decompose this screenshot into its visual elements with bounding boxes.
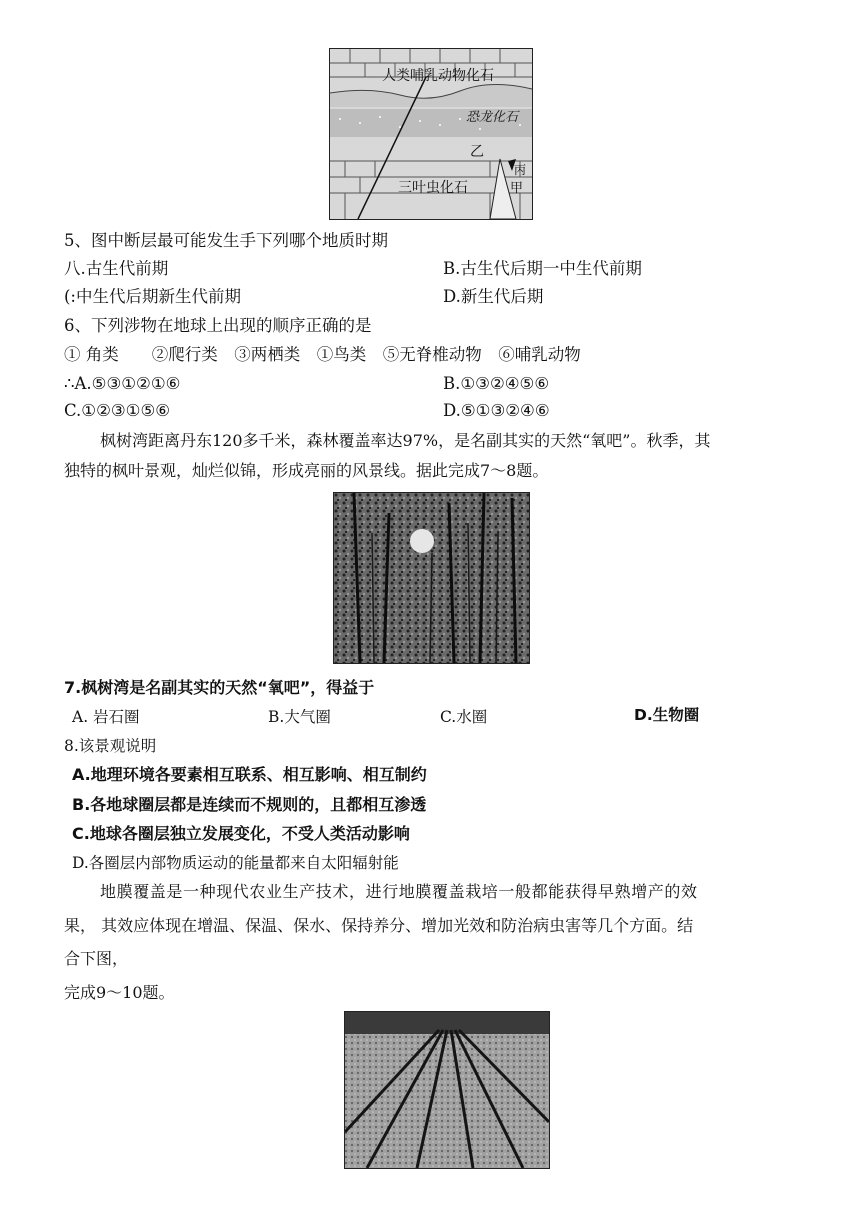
geology-section-figure (329, 48, 533, 220)
q8-option-c: C.地球各圈层独立发展变化，不受人类活动影响 (72, 824, 410, 843)
label-dinosaur-fossil: 恐龙化石 (466, 110, 519, 125)
forest-photo-drawing (334, 493, 529, 663)
q5-stem: 5、图中断层最可能发生手下列哪个地质时期 (64, 231, 388, 250)
label-yi: 乙 (470, 144, 484, 160)
q5-option-b: B.古生代后期一中生代前期 (443, 259, 642, 278)
q6-option-a: ∴A.⑤③①②①⑥ (64, 374, 181, 393)
label-jia: 甲 (510, 181, 524, 196)
q8-option-a: A.地理环境各要素相互联系、相互影响、相互制约 (72, 765, 427, 784)
plastic-mulch-photo (344, 1011, 550, 1169)
q7-option-c: C.水圈 (440, 708, 488, 726)
passage2-line2: 果， 其效应体现在增温、保温、保水、保持养分、增加光效和防治病虫害等几个方面。结 (64, 916, 694, 935)
label-mammal-fossil: 人类哺乳动物化石 (382, 68, 494, 84)
q6-option-b: B.①③②④⑤⑥ (443, 374, 550, 393)
passage2-line3: 合下图， (64, 949, 129, 968)
passage1-line1: 枫树湾距离丹东120多千米，森林覆盖率达97%，是名副其实的天然“氧吧”。秋季，其 (100, 431, 711, 450)
q6-option-d: D.⑤①③②④⑥ (443, 401, 550, 420)
passage1-line2: 独特的枫叶景观，灿烂似锦，形成亮丽的风景线。据此完成7～8题。 (64, 461, 549, 480)
label-bing: 丙 (514, 163, 527, 177)
q6-option-c: C.①②③①⑤⑥ (64, 401, 171, 420)
q6-items: ① 角类 ②爬行类 ③两栖类 ①鸟类 ⑤无脊椎动物 ⑥哺乳动物 (64, 345, 581, 364)
q6-stem: 6、下列涉物在地球上出现的顺序正确的是 (64, 316, 372, 335)
passage2-line4: 完成9～10题。 (64, 983, 175, 1002)
mulch-photo-drawing (345, 1012, 549, 1168)
q7-stem: 7.枫树湾是名副其实的天然“氧吧”，得益于 (64, 678, 375, 697)
q8-option-b: B.各地球圈层都是连续而不规则的，且都相互渗透 (72, 795, 427, 814)
q7-option-b: B.大气圈 (268, 708, 331, 726)
q8-stem: 8.该景观说明 (64, 737, 157, 755)
maple-forest-photo (333, 492, 530, 664)
q5-option-a: 八.古生代前期 (64, 259, 169, 278)
q7-option-a: A. 岩石圈 (72, 708, 140, 726)
q5-option-d: D.新生代后期 (443, 287, 544, 306)
q7-option-d: D.生物圈 (634, 706, 700, 724)
q5-option-c: (:中生代后期新生代前期 (64, 287, 241, 306)
passage2-line1: 地膜覆盖是一种现代农业生产技术，进行地膜覆盖栽培一般都能获得早熟增产的效 (100, 882, 698, 901)
label-trilobite-fossil: 三叶虫化石 (398, 180, 468, 196)
q8-option-d: D.各圈层内部物质运动的能量都来自太阳辐射能 (72, 854, 399, 872)
